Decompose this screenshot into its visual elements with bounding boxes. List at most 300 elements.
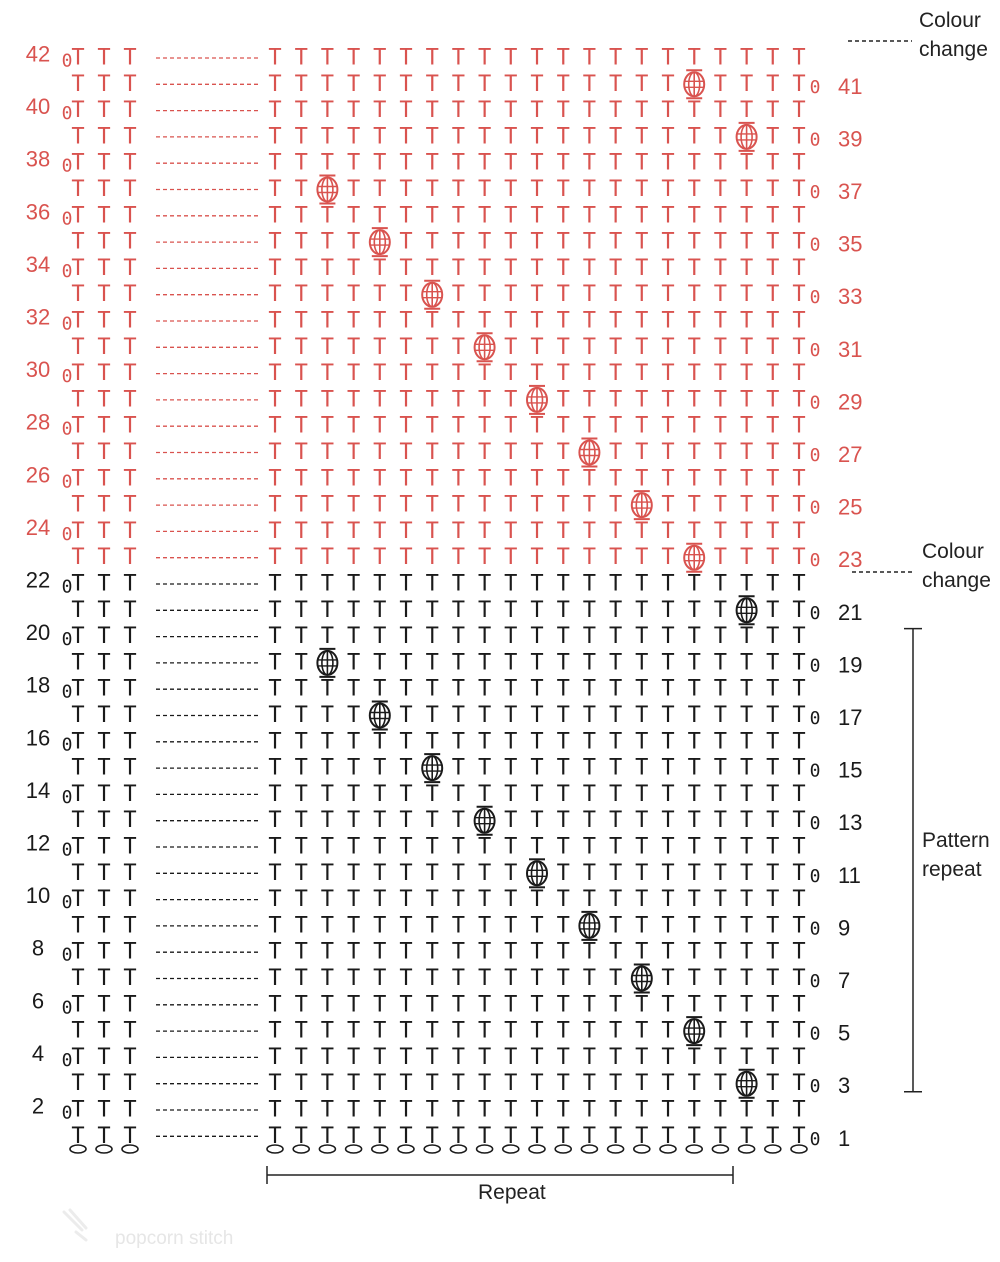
treble-crochet-icon: T <box>556 1044 570 1070</box>
treble-crochet-icon: T <box>71 650 85 676</box>
treble-crochet-icon: T <box>373 650 387 676</box>
treble-crochet-icon: T <box>97 992 111 1018</box>
treble-crochet-icon: T <box>477 887 492 913</box>
treble-crochet-icon: T <box>582 597 597 623</box>
treble-crochet-icon: T <box>373 440 387 465</box>
treble-crochet-icon: T <box>268 676 282 702</box>
treble-crochet-icon: T <box>346 650 361 676</box>
chain-stitch-icon: 0 <box>809 865 821 887</box>
treble-crochet-icon: T <box>425 545 439 571</box>
treble-crochet-icon: T <box>608 255 623 281</box>
treble-crochet-icon: T <box>504 492 518 518</box>
chain-stitch-icon: 0 <box>809 1128 821 1150</box>
treble-crochet-icon: T <box>451 571 466 597</box>
treble-crochet-icon: T <box>294 282 308 308</box>
treble-crochet-icon: T <box>661 71 675 97</box>
treble-crochet-icon: T <box>346 571 361 597</box>
treble-crochet-icon: T <box>766 755 780 781</box>
treble-crochet-icon: T <box>766 124 780 150</box>
treble-crochet-icon: T <box>294 492 308 518</box>
treble-crochet-icon: T <box>766 650 780 676</box>
treble-crochet-icon: T <box>661 808 675 834</box>
treble-crochet-icon: T <box>451 71 466 97</box>
treble-crochet-icon: T <box>713 992 728 1018</box>
treble-crochet-icon: T <box>608 45 623 71</box>
treble-crochet-icon: T <box>504 834 518 860</box>
treble-crochet-icon: T <box>477 755 492 781</box>
treble-crochet-icon: T <box>661 334 675 360</box>
treble-crochet-icon: T <box>766 229 780 255</box>
treble-crochet-icon: T <box>320 966 335 991</box>
treble-crochet-icon: T <box>530 571 544 597</box>
chain-stitch-icon: 0 <box>61 366 73 388</box>
treble-crochet-icon: T <box>661 518 675 544</box>
treble-crochet-icon: T <box>294 624 308 650</box>
treble-crochet-icon: T <box>504 781 518 807</box>
treble-crochet-icon: T <box>399 203 413 229</box>
treble-crochet-icon: T <box>425 913 439 939</box>
treble-crochet-icon: T <box>530 150 544 176</box>
treble-crochet-icon: T <box>792 650 806 676</box>
treble-crochet-icon: T <box>425 808 439 834</box>
treble-crochet-icon: T <box>661 966 675 991</box>
treble-crochet-icon: T <box>294 124 308 150</box>
treble-crochet-icon: T <box>792 334 806 360</box>
treble-crochet-icon: T <box>97 71 111 97</box>
treble-crochet-icon: T <box>425 939 439 965</box>
treble-crochet-icon: T <box>766 1044 780 1070</box>
treble-crochet-icon: T <box>739 71 754 97</box>
treble-crochet-icon: T <box>71 466 85 492</box>
chain-stitch-icon: 0 <box>61 944 73 966</box>
treble-crochet-icon: T <box>373 308 387 334</box>
treble-crochet-icon: T <box>320 413 335 439</box>
treble-crochet-icon: T <box>71 992 85 1018</box>
row-number: 16 <box>25 725 51 751</box>
chain-stitch-icon: 0 <box>809 339 821 361</box>
treble-crochet-icon: T <box>504 1071 518 1097</box>
treble-crochet-icon: T <box>766 571 780 597</box>
treble-crochet-icon: T <box>687 255 701 281</box>
treble-crochet-icon: T <box>792 913 806 939</box>
treble-crochet-icon: T <box>373 755 387 781</box>
treble-crochet-icon: T <box>71 966 85 991</box>
treble-crochet-icon: T <box>608 781 623 807</box>
row-number: 28 <box>25 409 51 435</box>
treble-crochet-icon: T <box>346 887 361 913</box>
treble-crochet-icon: T <box>792 966 806 991</box>
treble-crochet-icon: T <box>792 676 806 702</box>
popcorn-stitch-icon <box>684 70 704 98</box>
treble-crochet-icon: T <box>582 518 597 544</box>
treble-crochet-icon: T <box>635 729 649 755</box>
treble-crochet-icon: T <box>97 229 111 255</box>
treble-crochet-icon: T <box>294 361 308 387</box>
treble-crochet-icon: T <box>425 45 439 71</box>
treble-crochet-icon: T <box>399 45 413 71</box>
treble-crochet-icon: T <box>294 992 308 1018</box>
treble-crochet-icon: T <box>97 1097 111 1123</box>
treble-crochet-icon: T <box>425 781 439 807</box>
treble-crochet-icon: T <box>792 71 806 97</box>
treble-crochet-icon: T <box>123 255 137 281</box>
treble-crochet-icon: T <box>268 860 282 886</box>
treble-crochet-icon: T <box>399 834 413 860</box>
treble-crochet-icon: T <box>123 624 137 650</box>
treble-crochet-icon: T <box>320 255 335 281</box>
treble-crochet-icon: T <box>425 71 439 97</box>
treble-crochet-icon: T <box>399 992 413 1018</box>
treble-crochet-icon: T <box>792 624 806 650</box>
treble-crochet-icon: T <box>294 334 308 360</box>
treble-crochet-icon: T <box>294 729 308 755</box>
treble-crochet-icon: T <box>713 781 728 807</box>
treble-crochet-icon: T <box>687 676 701 702</box>
treble-crochet-icon: T <box>123 834 137 860</box>
treble-crochet-icon: T <box>792 518 806 544</box>
treble-crochet-icon: T <box>661 177 675 202</box>
treble-crochet-icon: T <box>123 1123 137 1149</box>
treble-crochet-icon: T <box>635 1097 649 1123</box>
treble-crochet-icon: T <box>530 334 544 360</box>
treble-crochet-icon: T <box>608 650 623 676</box>
treble-crochet-icon: T <box>451 624 466 650</box>
treble-crochet-icon: T <box>320 939 335 965</box>
treble-crochet-icon: T <box>766 413 780 439</box>
treble-crochet-icon: T <box>451 703 466 728</box>
treble-crochet-icon: T <box>582 177 597 202</box>
treble-crochet-icon: T <box>346 518 361 544</box>
treble-crochet-icon: T <box>635 545 649 571</box>
treble-crochet-icon: T <box>399 860 413 886</box>
treble-crochet-icon: T <box>425 887 439 913</box>
treble-crochet-icon: T <box>268 440 282 465</box>
treble-crochet-icon: T <box>451 45 466 71</box>
treble-crochet-icon: T <box>608 755 623 781</box>
chain-stitch-icon: 0 <box>61 997 73 1019</box>
treble-crochet-icon: T <box>504 1123 518 1149</box>
treble-crochet-icon: T <box>71 755 85 781</box>
treble-crochet-icon: T <box>71 1097 85 1123</box>
treble-crochet-icon: T <box>739 177 754 202</box>
treble-crochet-icon: T <box>530 518 544 544</box>
treble-crochet-icon: T <box>268 150 282 176</box>
treble-crochet-icon: T <box>687 624 701 650</box>
treble-crochet-icon: T <box>97 887 111 913</box>
treble-crochet-icon: T <box>123 440 137 465</box>
treble-crochet-icon: T <box>739 834 754 860</box>
treble-crochet-icon: T <box>635 255 649 281</box>
treble-crochet-icon: T <box>556 71 570 97</box>
treble-crochet-icon: T <box>477 624 492 650</box>
treble-crochet-icon: T <box>268 518 282 544</box>
pattern-repeat-annotation <box>922 826 990 884</box>
treble-crochet-icon: T <box>582 887 597 913</box>
treble-crochet-icon: T <box>582 624 597 650</box>
chain-stitch-icon: 0 <box>61 103 73 125</box>
treble-crochet-icon: T <box>504 45 518 71</box>
treble-crochet-icon: T <box>635 624 649 650</box>
treble-crochet-icon: T <box>713 1071 728 1097</box>
treble-crochet-icon: T <box>399 334 413 360</box>
treble-crochet-icon: T <box>97 808 111 834</box>
treble-crochet-icon: T <box>504 650 518 676</box>
treble-crochet-icon: T <box>739 98 754 124</box>
treble-crochet-icon: T <box>739 1123 754 1149</box>
treble-crochet-icon: T <box>766 518 780 544</box>
treble-crochet-icon: T <box>425 729 439 755</box>
treble-crochet-icon: T <box>608 966 623 991</box>
treble-crochet-icon: T <box>792 939 806 965</box>
treble-crochet-icon: T <box>399 361 413 387</box>
popcorn-stitch-icon <box>475 333 495 361</box>
treble-crochet-icon: T <box>399 229 413 255</box>
treble-crochet-icon: T <box>766 887 780 913</box>
treble-crochet-icon: T <box>123 545 137 571</box>
treble-crochet-icon: T <box>346 1071 361 1097</box>
treble-crochet-icon: T <box>635 150 649 176</box>
treble-crochet-icon: T <box>582 939 597 965</box>
row-number: 36 <box>25 199 51 225</box>
treble-crochet-icon: T <box>71 203 85 229</box>
treble-crochet-icon: T <box>320 98 335 124</box>
treble-crochet-icon: T <box>504 597 518 623</box>
treble-crochet-icon: T <box>346 597 361 623</box>
treble-crochet-icon: T <box>635 992 649 1018</box>
row-number: 23 <box>838 547 863 573</box>
treble-crochet-icon: T <box>268 808 282 834</box>
treble-crochet-icon: T <box>294 913 308 939</box>
row-number: 14 <box>25 777 51 803</box>
row-number: 2 <box>31 1093 45 1119</box>
treble-crochet-icon: T <box>123 913 137 939</box>
treble-crochet-icon: T <box>556 887 570 913</box>
popcorn-stitch-icon <box>422 754 442 782</box>
treble-crochet-icon: T <box>556 992 570 1018</box>
treble-crochet-icon: T <box>713 939 728 965</box>
treble-crochet-icon: T <box>97 334 111 360</box>
row-number: 17 <box>838 705 863 730</box>
chain-stitch-icon: 0 <box>809 602 821 624</box>
treble-crochet-icon: T <box>635 361 649 387</box>
treble-crochet-icon: T <box>451 361 466 387</box>
chain-stitch-icon: 0 <box>61 892 73 914</box>
treble-crochet-icon: T <box>504 755 518 781</box>
treble-crochet-icon: T <box>661 834 675 860</box>
treble-crochet-icon: T <box>739 203 754 229</box>
treble-crochet-icon: T <box>504 282 518 308</box>
row-number: 12 <box>25 830 51 856</box>
treble-crochet-icon: T <box>687 729 701 755</box>
treble-crochet-icon: T <box>399 282 413 308</box>
treble-crochet-icon: T <box>268 1123 282 1149</box>
treble-crochet-icon: T <box>582 229 597 255</box>
treble-crochet-icon: T <box>123 308 137 334</box>
treble-crochet-icon: T <box>582 361 597 387</box>
treble-crochet-icon: T <box>556 466 570 492</box>
treble-crochet-icon: T <box>635 124 649 150</box>
treble-crochet-icon: T <box>792 703 806 728</box>
treble-crochet-icon: T <box>739 229 754 255</box>
treble-crochet-icon: T <box>504 308 518 334</box>
treble-crochet-icon: T <box>477 1018 492 1044</box>
treble-crochet-icon: T <box>294 150 308 176</box>
treble-crochet-icon: T <box>687 387 701 413</box>
treble-crochet-icon: T <box>477 939 492 965</box>
treble-crochet-icon: T <box>530 177 544 202</box>
treble-crochet-icon: T <box>792 466 806 492</box>
chain-stitch-icon: 0 <box>61 471 73 493</box>
treble-crochet-icon: T <box>268 308 282 334</box>
row-number: 6 <box>31 988 45 1014</box>
treble-crochet-icon: T <box>373 781 387 807</box>
treble-crochet-icon: T <box>346 98 361 124</box>
popcorn-stitch-icon <box>632 965 652 993</box>
row-number: 32 <box>25 304 51 330</box>
treble-crochet-icon: T <box>268 98 282 124</box>
treble-crochet-icon: T <box>713 1018 728 1044</box>
treble-crochet-icon: T <box>687 229 701 255</box>
treble-crochet-icon: T <box>425 703 439 728</box>
treble-crochet-icon: T <box>530 492 544 518</box>
treble-crochet-icon: T <box>425 624 439 650</box>
treble-crochet-icon: T <box>608 860 623 886</box>
popcorn-stitch-icon <box>475 807 495 835</box>
treble-crochet-icon: T <box>661 755 675 781</box>
treble-crochet-icon: T <box>792 203 806 229</box>
treble-crochet-icon: T <box>294 887 308 913</box>
treble-crochet-icon: T <box>635 413 649 439</box>
treble-crochet-icon: T <box>320 887 335 913</box>
treble-crochet-icon: T <box>477 203 492 229</box>
treble-crochet-icon: T <box>530 361 544 387</box>
treble-crochet-icon: T <box>123 860 137 886</box>
treble-crochet-icon: T <box>739 939 754 965</box>
treble-crochet-icon: T <box>123 781 137 807</box>
treble-crochet-icon: T <box>635 676 649 702</box>
treble-crochet-icon: T <box>713 676 728 702</box>
treble-crochet-icon: T <box>477 545 492 571</box>
chain-stitch-icon: 0 <box>809 550 821 572</box>
treble-crochet-icon: T <box>713 229 728 255</box>
treble-crochet-icon: T <box>687 834 701 860</box>
treble-crochet-icon: T <box>97 1044 111 1070</box>
treble-crochet-icon: T <box>477 518 492 544</box>
treble-crochet-icon: T <box>123 203 137 229</box>
treble-crochet-icon: T <box>687 1044 701 1070</box>
treble-crochet-icon: T <box>792 887 806 913</box>
treble-crochet-icon: T <box>451 1044 466 1070</box>
treble-crochet-icon: T <box>399 387 413 413</box>
chain-stitch-icon: 0 <box>809 497 821 519</box>
treble-crochet-icon: T <box>451 808 466 834</box>
treble-crochet-icon: T <box>556 650 570 676</box>
treble-crochet-icon: T <box>123 966 137 991</box>
treble-crochet-icon: T <box>399 545 413 571</box>
treble-crochet-icon: T <box>399 466 413 492</box>
colour-change-annotation-bottom <box>922 537 991 595</box>
treble-crochet-icon: T <box>713 808 728 834</box>
treble-crochet-icon: T <box>556 98 570 124</box>
treble-crochet-icon: T <box>582 729 597 755</box>
treble-crochet-icon: T <box>556 624 570 650</box>
chain-stitch-icon: 0 <box>61 734 73 756</box>
treble-crochet-icon: T <box>766 308 780 334</box>
treble-crochet-icon: T <box>477 71 492 97</box>
treble-crochet-icon: T <box>294 71 308 97</box>
treble-crochet-icon: T <box>766 860 780 886</box>
treble-crochet-icon: T <box>320 860 335 886</box>
treble-crochet-icon: T <box>582 755 597 781</box>
treble-crochet-icon: T <box>268 755 282 781</box>
treble-crochet-icon: T <box>792 1071 806 1097</box>
treble-crochet-icon: T <box>739 413 754 439</box>
treble-crochet-icon: T <box>582 387 597 413</box>
treble-crochet-icon: T <box>268 650 282 676</box>
treble-crochet-icon: T <box>477 1097 492 1123</box>
treble-crochet-icon: T <box>71 545 85 571</box>
treble-crochet-icon: T <box>766 729 780 755</box>
chain-stitch-icon: 0 <box>809 182 821 203</box>
treble-crochet-icon: T <box>713 545 728 571</box>
treble-crochet-icon: T <box>687 755 701 781</box>
treble-crochet-icon: T <box>766 255 780 281</box>
treble-crochet-icon: T <box>661 624 675 650</box>
treble-crochet-icon: T <box>97 203 111 229</box>
chain-stitch-icon: 0 <box>809 1076 821 1098</box>
treble-crochet-icon: T <box>268 255 282 281</box>
row-number: 11 <box>838 862 861 888</box>
treble-crochet-icon: T <box>425 255 439 281</box>
treble-crochet-icon: T <box>792 492 806 518</box>
treble-crochet-icon: T <box>661 1044 675 1070</box>
treble-crochet-icon: T <box>530 624 544 650</box>
treble-crochet-icon: T <box>346 729 361 755</box>
treble-crochet-icon: T <box>425 1097 439 1123</box>
treble-crochet-icon: T <box>556 334 570 360</box>
treble-crochet-icon: T <box>713 834 728 860</box>
treble-crochet-icon: T <box>320 571 335 597</box>
treble-crochet-icon: T <box>530 466 544 492</box>
treble-crochet-icon: T <box>713 966 728 991</box>
treble-crochet-icon: T <box>687 781 701 807</box>
treble-crochet-icon: T <box>425 1123 439 1149</box>
popcorn-stitch-icon <box>370 702 390 730</box>
treble-crochet-icon: T <box>635 229 649 255</box>
treble-crochet-icon: T <box>373 255 387 281</box>
treble-crochet-icon: T <box>556 440 570 465</box>
treble-crochet-icon: T <box>71 1018 85 1044</box>
treble-crochet-icon: T <box>608 939 623 965</box>
treble-crochet-icon: T <box>608 150 623 176</box>
treble-crochet-icon: T <box>477 177 492 202</box>
row-number: 39 <box>838 126 863 152</box>
treble-crochet-icon: T <box>687 518 701 544</box>
treble-crochet-icon: T <box>451 124 466 150</box>
treble-crochet-icon: T <box>687 597 701 623</box>
treble-crochet-icon: T <box>451 466 466 492</box>
treble-crochet-icon: T <box>792 150 806 176</box>
treble-crochet-icon: T <box>792 1044 806 1070</box>
treble-crochet-icon: T <box>425 203 439 229</box>
treble-crochet-icon: T <box>346 150 361 176</box>
colour-change-annotation-top <box>919 6 988 64</box>
chain-stitch-icon: 0 <box>809 708 821 729</box>
row-number: 42 <box>25 41 51 67</box>
treble-crochet-icon: T <box>373 45 387 71</box>
treble-crochet-icon: T <box>608 1044 623 1070</box>
treble-crochet-icon: T <box>556 834 570 860</box>
